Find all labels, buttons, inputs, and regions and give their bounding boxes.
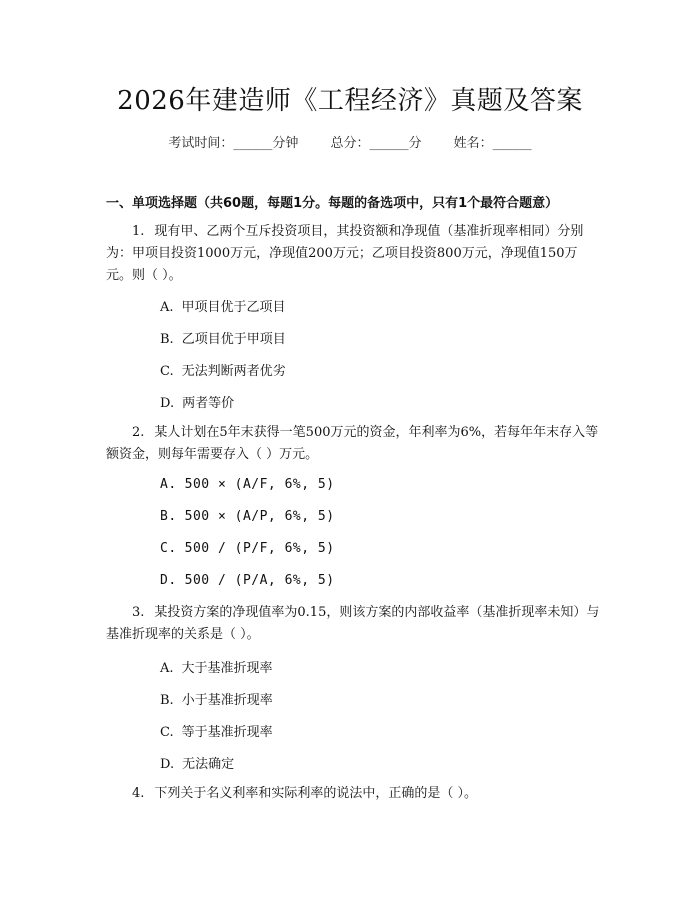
option-letter: B. xyxy=(160,332,174,347)
question-1-option-a xyxy=(160,296,286,315)
option-text: 无法判断两者优劣 xyxy=(181,364,286,379)
question-1-option-d xyxy=(160,392,234,411)
question-1 xyxy=(106,221,600,287)
question-text: 某人计划在5年末获得一笔500万元的资金，年利率为6%，若每年年末存入等额资金，则每年需要存入（ ）万元。 xyxy=(106,425,599,462)
question-3 xyxy=(106,602,600,646)
question-2-option-a xyxy=(160,477,335,492)
option-text: 500 / (P/F, 6%, 5) xyxy=(184,541,335,556)
question-2-option-b xyxy=(160,509,335,524)
question-3-option-a xyxy=(160,657,273,676)
question-number: 3. xyxy=(132,605,145,620)
question-3-option-b xyxy=(160,689,273,708)
question-text: 现有甲、乙两个互斥投资项目，其投资额和净现值（基准折现率相同）分别为：甲项目投资1000万元，净现值200万元；乙项目投资800万元，净现值150万元。则（ ）。 xyxy=(106,224,584,283)
question-4 xyxy=(106,783,600,805)
section-heading: 一、单项选择题（共60题，每题1分。每题的备选项中，只有1个最符合题意） xyxy=(106,196,559,211)
question-2-option-d xyxy=(160,573,335,588)
question-text: 某投资方案的净现值率为0.15，则该方案的内部收益率（基准折现率未知）与基准折现率的关系是（ ）。 xyxy=(106,605,600,642)
exam-meta xyxy=(0,132,700,151)
question-1-option-b xyxy=(160,328,286,347)
option-text: 甲项目优于乙项目 xyxy=(181,300,286,315)
option-letter: A. xyxy=(160,661,174,676)
option-text: 500 × (A/P, 6%, 5) xyxy=(184,509,335,524)
option-letter: B. xyxy=(160,693,174,708)
option-letter: D. xyxy=(160,757,175,772)
option-letter: C. xyxy=(160,725,174,740)
option-text: 两者等价 xyxy=(182,396,235,411)
question-1-option-c xyxy=(160,360,286,379)
question-3-option-c xyxy=(160,721,273,740)
question-2-option-c xyxy=(160,541,335,556)
option-text: 大于基准折现率 xyxy=(181,661,273,676)
option-letter: A. xyxy=(160,477,177,492)
question-number: 4. xyxy=(132,786,145,801)
total-score-field: 总分：______分 xyxy=(330,136,422,151)
option-letter: D. xyxy=(160,573,177,588)
question-text: 下列关于名义利率和实际利率的说法中，正确的是（ ）。 xyxy=(154,786,478,801)
option-letter: D. xyxy=(160,396,175,411)
option-letter: B. xyxy=(160,509,177,524)
question-3-option-d xyxy=(160,753,234,772)
option-text: 无法确定 xyxy=(182,757,235,772)
exam-time-field: 考试时间：______分钟 xyxy=(168,136,299,151)
document-title: 2026年建造师《工程经济》真题及答案 xyxy=(117,86,583,116)
option-letter: A. xyxy=(160,300,174,315)
option-text: 乙项目优于甲项目 xyxy=(181,332,286,347)
question-2 xyxy=(106,422,600,466)
question-number: 1. xyxy=(132,224,145,239)
option-text: 500 × (A/F, 6%, 5) xyxy=(184,477,335,492)
option-letter: C. xyxy=(160,364,174,379)
option-text: 500 / (P/A, 6%, 5) xyxy=(184,573,335,588)
option-letter: C. xyxy=(160,541,177,556)
option-text: 等于基准折现率 xyxy=(181,725,273,740)
name-field: 姓名：______ xyxy=(453,136,532,151)
option-text: 小于基准折现率 xyxy=(181,693,273,708)
question-number: 2. xyxy=(132,425,145,440)
